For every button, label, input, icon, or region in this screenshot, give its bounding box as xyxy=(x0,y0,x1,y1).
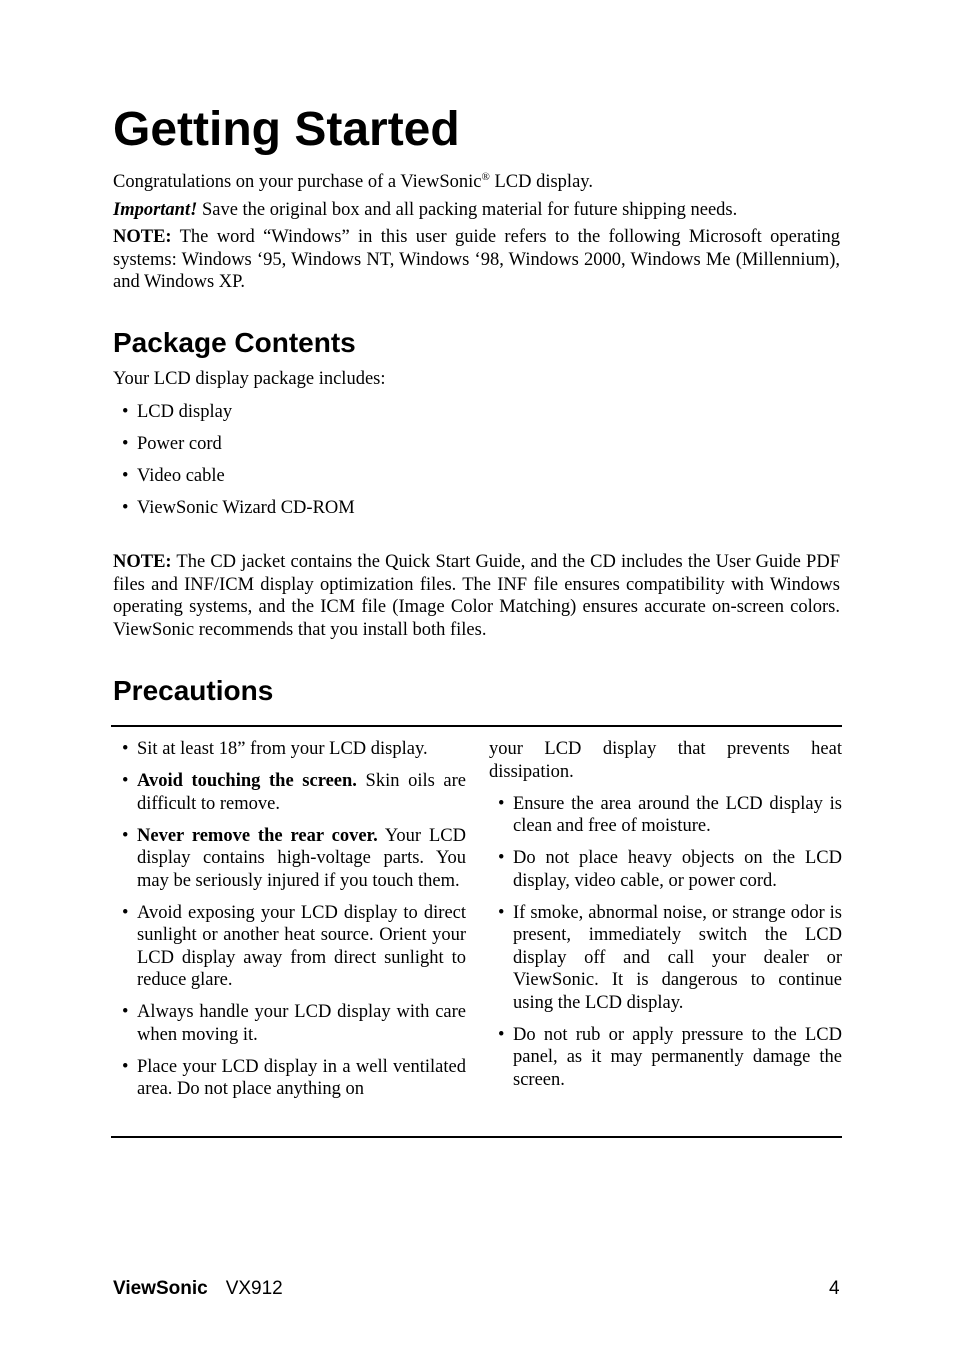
list-item-continuation: your LCD display that prevents heat dissipation. xyxy=(489,739,842,782)
list-item: • Avoid exposing your LCD display to direct sunlight or another heat source. Orient your LCD display away from direct sunlight to reduce glare. xyxy=(113,902,466,992)
list-item: • Do not place heavy objects on the LCD display, video cable, or power cord. xyxy=(489,847,842,892)
list-item: • Power cord xyxy=(113,433,713,465)
list-item: • Ensure the area around the LCD display is clean and free of moisture. xyxy=(489,793,842,838)
footer-product xyxy=(113,1277,283,1301)
note-label: NOTE: xyxy=(113,227,172,247)
top-rule xyxy=(111,725,842,727)
important-text: Save the original box and all packing material for future shipping needs. xyxy=(197,200,738,220)
list-item: • Always handle your LCD display with care when moving it. xyxy=(113,1001,466,1046)
congrats-text: Congratulations on your purchase of a ViewSonic xyxy=(113,172,482,192)
congrats-paragraph xyxy=(113,171,840,194)
list-item: • Sit at least 18” from your LCD display. xyxy=(113,738,466,761)
precautions-heading: Precautions xyxy=(113,675,274,706)
footer-brand: ViewSonic xyxy=(113,1278,208,1299)
page-title: Getting Started xyxy=(113,103,460,156)
registered-mark: ® xyxy=(481,170,490,183)
list-item: • LCD display xyxy=(113,401,713,433)
list-item: • If smoke, abnormal noise, or strange odor is present, immediately switch the LCD display off and call your dealer or ViewSonic. It is dangerous to continue using the LCD display. xyxy=(489,902,842,1015)
package-lead: Your LCD display package includes: xyxy=(113,369,386,389)
list-item: • Do not rub or apply pressure to the LCD panel, as it may permanently damage the screen. xyxy=(489,1024,842,1092)
precautions-right-column xyxy=(489,738,842,1101)
footer-model: VX912 xyxy=(225,1278,283,1299)
list-item: • Never remove the rear cover. Your LCD display contains high-voltage parts. You may be seriously injured if you touch them. xyxy=(113,825,466,893)
list-item: • ViewSonic Wizard CD-ROM xyxy=(113,497,713,529)
precautions-left-column xyxy=(113,738,466,1110)
note-text: The word “Windows” in this user guide refers to the following Microsoft operating systems: Windows ‘95, Windows NT, Windows ‘98, Windows 2000, Windows Me (Millennium), and Windows XP. xyxy=(113,227,840,292)
package-list xyxy=(113,401,713,529)
list-item: • Place your LCD display in a well ventilated area. Do not place anything on xyxy=(113,1056,466,1101)
important-label: Important! xyxy=(113,200,198,220)
windows-note-paragraph xyxy=(113,226,840,294)
note-label: NOTE: xyxy=(113,552,172,572)
list-item: • Video cable xyxy=(113,465,713,497)
note-text: The CD jacket contains the Quick Start Guide, and the CD includes the User Guide PDF files and INF/ICM display optimization files. The INF file ensures compatibility with Windows operating systems, and the ICM file (Image Color Matching) ensures accurate on-screen colors. ViewSonic recommends that you install both files. xyxy=(113,552,840,640)
bottom-rule xyxy=(111,1136,842,1138)
page-number: 4 xyxy=(829,1278,840,1299)
important-paragraph xyxy=(113,199,840,222)
package-contents-heading: Package Contents xyxy=(113,327,356,358)
list-item: • Avoid touching the screen. Skin oils are difficult to remove. xyxy=(113,770,466,815)
cd-note-paragraph xyxy=(113,551,840,641)
congrats-text-end: LCD display. xyxy=(489,172,593,192)
